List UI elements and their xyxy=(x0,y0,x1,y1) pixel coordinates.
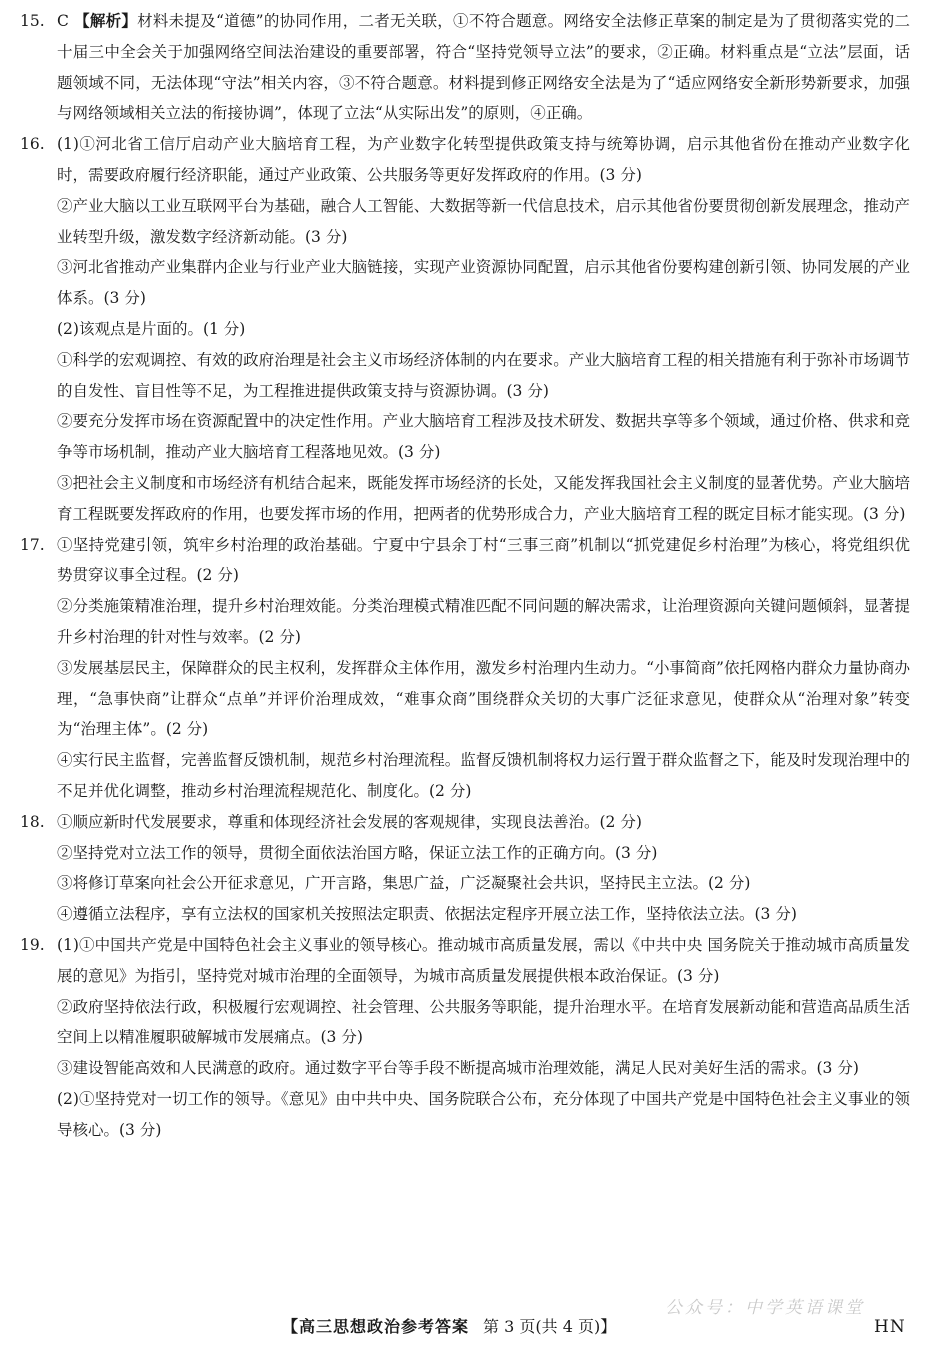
question-15-paragraph xyxy=(57,6,910,129)
answer-paragraph: ①科学的宏观调控、有效的政府治理是社会主义市场经济体制的内在要求。产业大脑培育工程的相关措施有利于弥补市场调节的自发性、盲目性等不足，为工程推进提供政策支持与资源协调。(3 分) xyxy=(57,350,910,400)
question-19 xyxy=(20,930,910,1146)
analysis-tag: 【解析】 xyxy=(74,11,138,30)
region-code: HN xyxy=(874,1317,906,1337)
answer-choice: C xyxy=(57,12,69,30)
answer-paragraph: ④遵循立法程序，享有立法权的国家机关按照法定职责、依据法定程序开展立法工作，坚持依法立法。(3 分) xyxy=(57,905,797,924)
analysis-text: 材料未提及“道德”的协同作用，二者无关联，①不符合题意。网络安全法修正草案的制定是为了贯彻落实党的二十届三中全会关于加强网络空间法治建设的重要部署，符合“坚持党领导立法”的要求，②正确。材料重点是“立法”层面，话题领域不同，无法体现“守法”相关内容，③不符合题意。材料提到修正网络安全法是为了“适应网络安全新形势新要求，加强与网络领域相关立法的衔接协调”，体现了立法“从实际出发”的原则，④正确。 xyxy=(57,12,910,123)
watermark: 公众号：中学英语课堂 xyxy=(665,1298,865,1318)
footer-caption xyxy=(282,1313,616,1341)
answer-paragraph: (1)①河北省工信厅启动产业大脑培育工程，为产业数字化转型提供政策支持与统筹协调，启示其他省份在推动产业数字化时，需要政府履行经济职能，通过产业政策、公共服务等更好发挥政府的作用。(3 分) xyxy=(57,135,910,184)
question-16 xyxy=(20,129,910,529)
answer-paragraph: ②分类施策精准治理，提升乡村治理效能。分类治理模式精准匹配不同问题的解决需求，让治理资源向关键问题倾斜，显著提升乡村治理的针对性与效率。(2 分) xyxy=(57,597,910,646)
answer-paragraph: ②坚持党对立法工作的领导，贯彻全面依法治国方略，保证立法工作的正确方向。(3 分) xyxy=(57,843,658,862)
answer-paragraph: (1)①中国共产党是中国特色社会主义事业的领导核心。推动城市高质量发展，需以《中共中央 国务院关于推动城市高质量发展的意见》为指引，坚持党对城市治理的全面领导，为城市高质量发展提供根本政治保证。(3 分) xyxy=(57,935,910,985)
question-number: 15. xyxy=(20,12,45,30)
answer-paragraph: ③河北省推动产业集群内企业与行业产业大脑链接，实现产业资源协同配置，启示其他省份要构建创新引领、协同发展的产业体系。(3 分) xyxy=(57,258,910,308)
answer-paragraph: ②政府坚持依法行政，积极履行宏观调控、社会管理、公共服务等职能，提升治理水平。在培育发展新动能和营造高品质生活空间上以精准履职破解城市发展痛点。(3 分) xyxy=(57,997,910,1047)
question-number: 19. xyxy=(20,935,45,954)
answer-paragraph: ③发展基层民主，保障群众的民主权利，发挥群众主体作用，激发乡村治理内生动力。“小事简商”依托网格内群众力量协商办理，“急事快商”让群众“点单”并评价治理成效，“难事众商”围绕群众关切的大事广泛征求意见，使群众从“治理对象”转变为“治理主体”。(2 分) xyxy=(57,658,910,739)
question-number: 18. xyxy=(20,812,45,831)
footer-title: 【高三思想政治参考答案 xyxy=(282,1317,470,1336)
answer-paragraph: (2)①坚持党对一切工作的领导。《意见》由中共中央、国务院联合公布，充分体现了中国共产党是中国特色社会主义事业的领导核心。(3 分) xyxy=(57,1089,910,1139)
page-number: 第 3 页(共 4 页)】 xyxy=(483,1317,617,1336)
answer-paragraph: ③把社会主义制度和市场经济有机结合起来，既能发挥市场经济的长处，又能发挥我国社会主义制度的显著优势。产业大脑培育工程既要发挥政府的作用，也要发挥市场的作用，把两者的优势形成合力，产业大脑培育工程的既定目标才能实现。(3 分) xyxy=(57,473,910,523)
question-number: 16. xyxy=(20,135,45,154)
answer-paragraph: ①坚持党建引领，筑牢乡村治理的政治基础。宁夏中宁县余丁村“三事三商”机制以“抓党建促乡村治理”为核心，将党组织优势贯穿议事全过程。(2 分) xyxy=(57,535,910,585)
answer-content xyxy=(20,6,910,1145)
question-15 xyxy=(20,6,910,129)
answer-paragraph: ④实行民主监督，完善监督反馈机制，规范乡村治理流程。监督反馈机制将权力运行置于群众监督之下，能及时发现治理中的不足并优化调整，推动乡村治理流程规范化、制度化。(2 分) xyxy=(57,751,910,800)
page-footer xyxy=(0,1313,950,1343)
answer-paragraph: ①顺应新时代发展要求，尊重和体现经济社会发展的客观规律，实现良法善治。(2 分) xyxy=(57,812,642,831)
answer-paragraph: ③将修订草案向社会公开征求意见，广开言路，集思广益，广泛凝聚社会共识，坚持民主立法。(2 分) xyxy=(57,874,751,893)
answer-paragraph: ③建设智能高效和人民满意的政府。通过数字平台等手段不断提高城市治理效能，满足人民对美好生活的需求。(3 分) xyxy=(57,1059,859,1078)
question-number: 17. xyxy=(20,535,45,554)
answer-paragraph: (2)该观点是片面的。(1 分) xyxy=(57,319,246,338)
answer-paragraph: ②产业大脑以工业互联网平台为基础，融合人工智能、大数据等新一代信息技术，启示其他省份要贯彻创新发展理念，推动产业转型升级，激发数字经济新动能。(3 分) xyxy=(57,196,910,246)
answer-paragraph: ②要充分发挥市场在资源配置中的决定性作用。产业大脑培育工程涉及技术研发、数据共享等多个领域，通过价格、供求和竞争等市场机制，推动产业大脑培育工程落地见效。(3 分) xyxy=(57,412,910,462)
question-18 xyxy=(20,807,910,930)
question-17 xyxy=(20,530,910,807)
